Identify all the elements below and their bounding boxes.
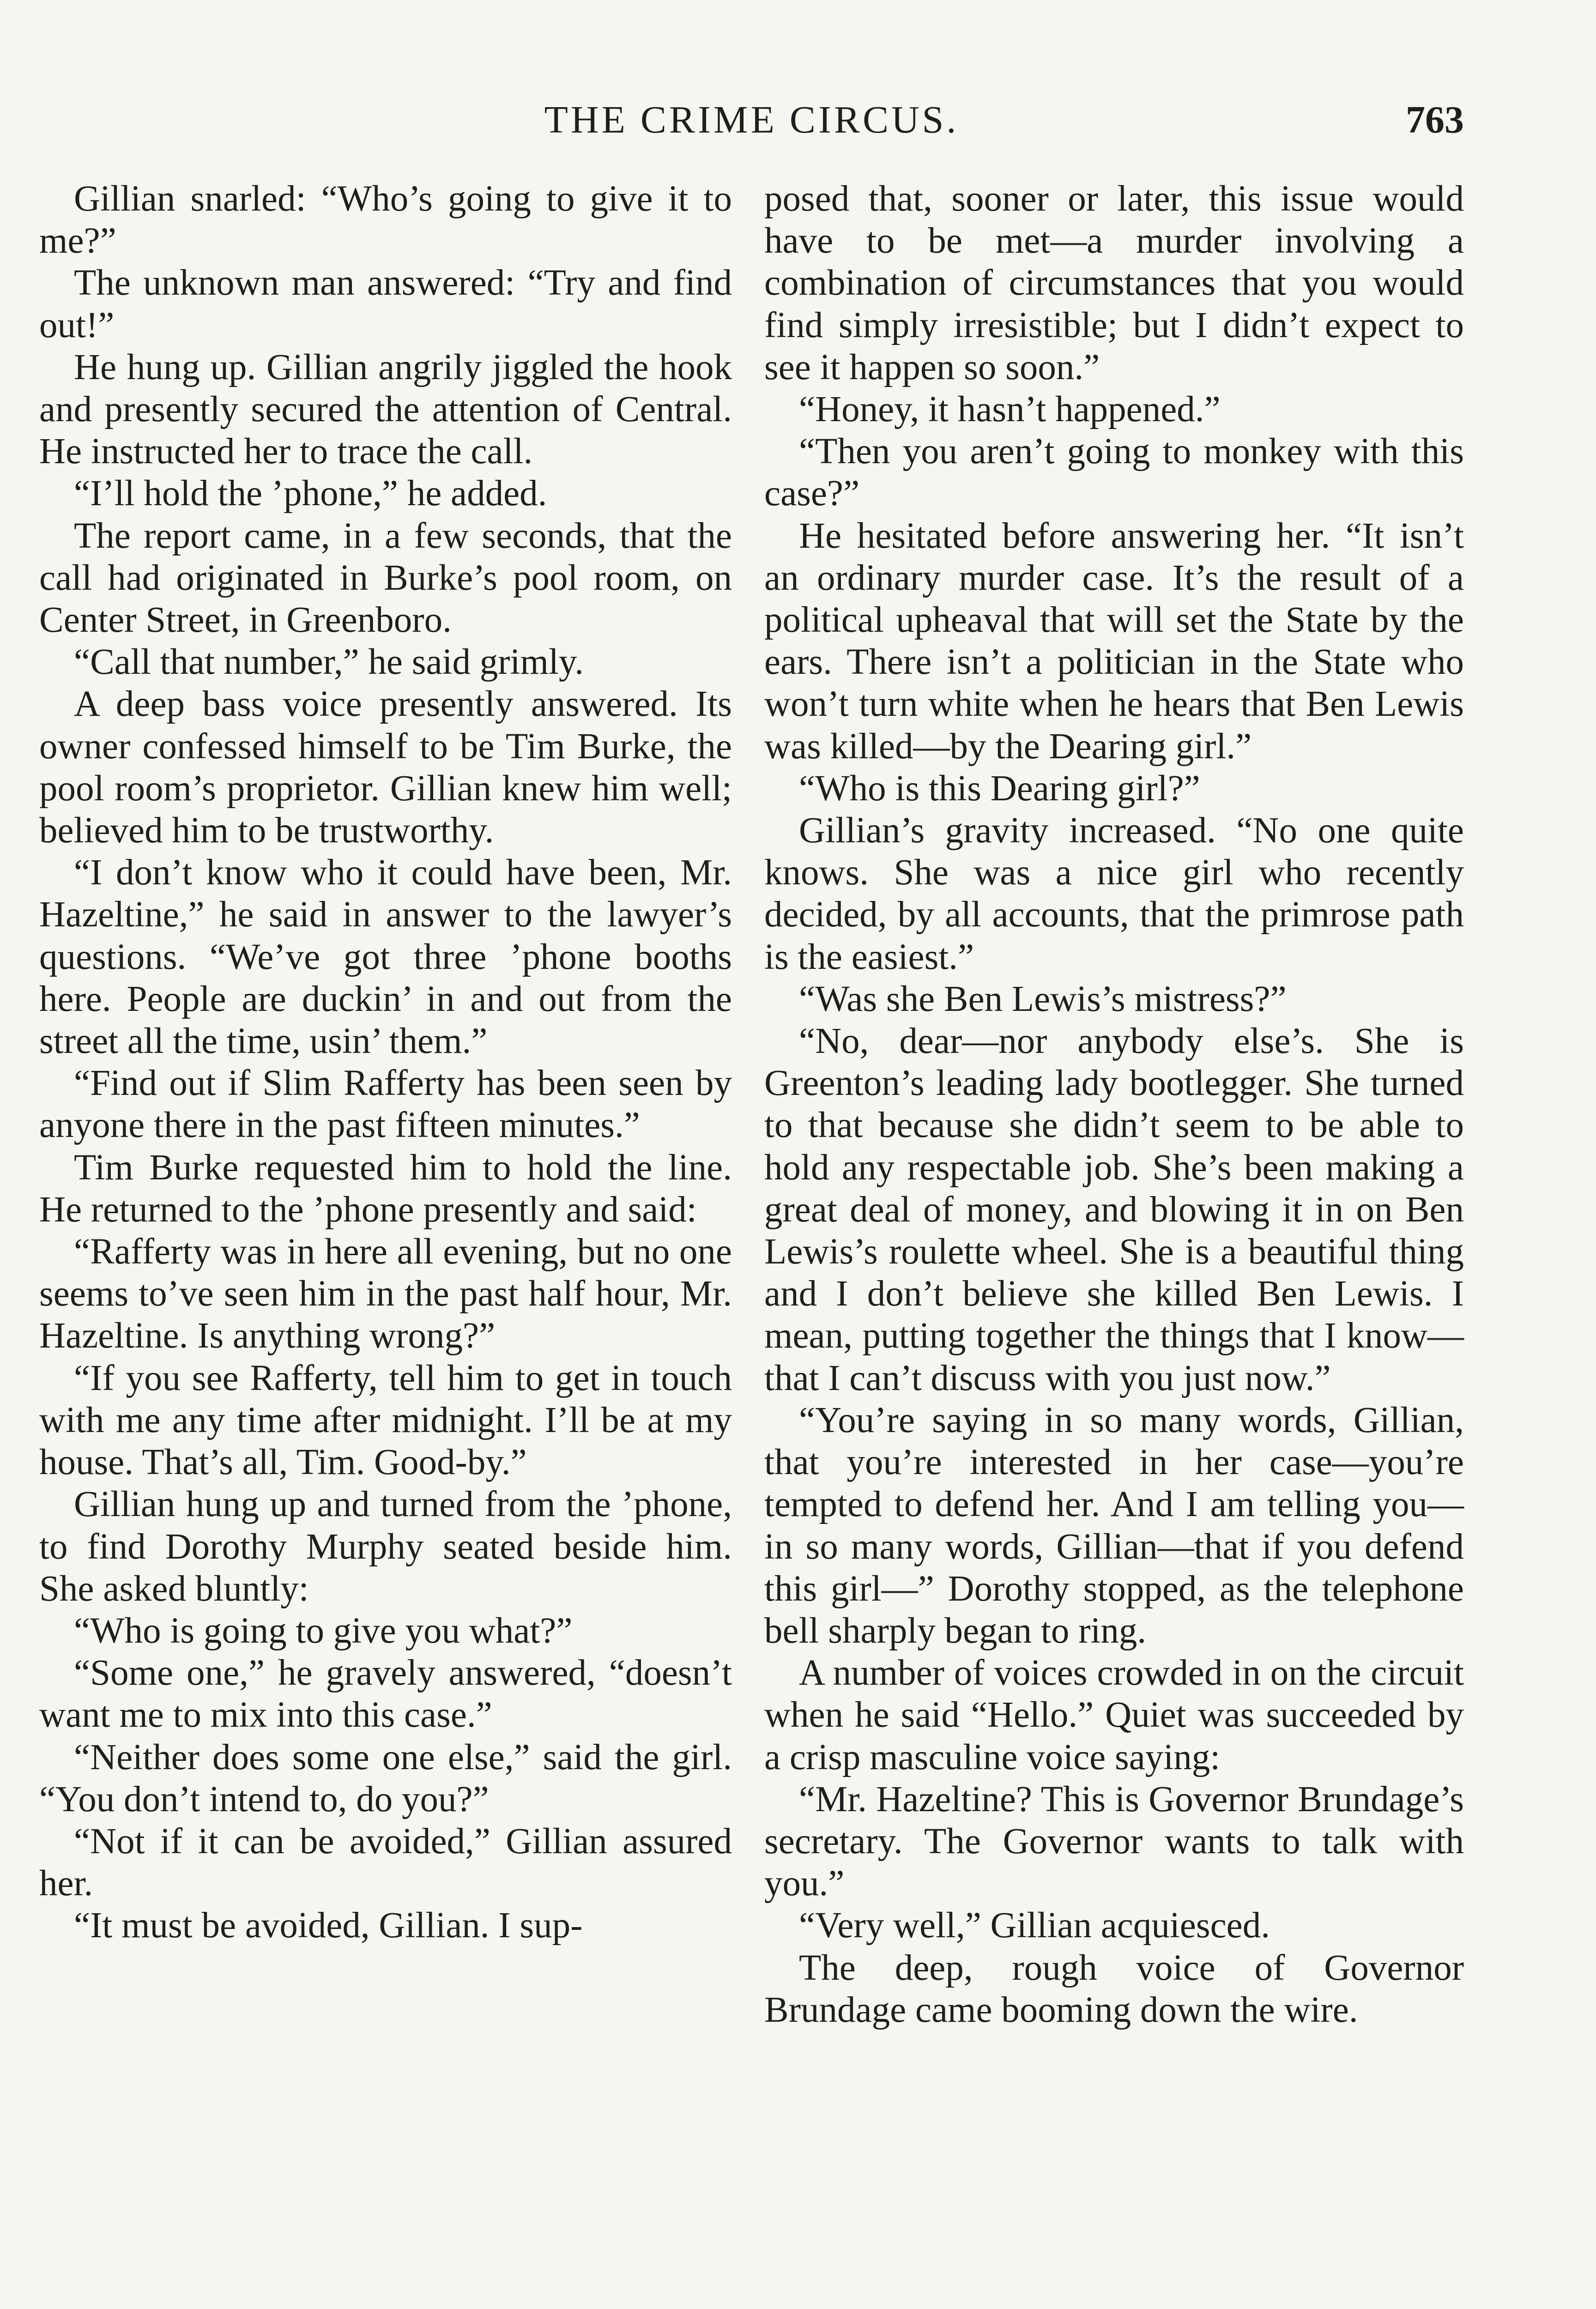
paragraph: Gillian snarled: “Who’s going to give it to me?” xyxy=(39,179,732,261)
paragraph: “Not if it can be avoided,” Gillian assured her. xyxy=(39,1821,732,1904)
paragraph: Gillian hung up and turned from the ’phone, to find Dorothy Murphy seated beside him. She asked bluntly: xyxy=(39,1484,732,1609)
running-title: THE CRIME CIRCUS. xyxy=(544,98,959,141)
paragraph: Gillian’s gravity increased. “No one quite knows. She was a nice girl who recently decided, by all accounts, that the primrose path is the easiest.” xyxy=(764,810,1464,977)
paragraph: “Mr. Hazeltine? This is Governor Brundage’s secretary. The Governor wants to talk with you.” xyxy=(764,1779,1464,1904)
paragraph: “You’re saying in so many words, Gillian, that you’re interested in her case—you’re tempted to defend her. And I am telling you—in so many words, Gillian—that if you defend this girl—” Dorothy stopped, as the telephone bell sharply began to ring. xyxy=(764,1400,1464,1651)
paragraph-continuation: posed that, sooner or later, this issue would have to be met—a murder involving a combination of circumstances that you would find simply irresistible; but I didn’t expect to see it happen so soon.” xyxy=(764,179,1464,387)
paragraph: “If you see Rafferty, tell him to get in touch with me any time after midnight. I’ll be at my house. That’s all, Tim. Good-by.” xyxy=(39,1358,732,1483)
paragraph: He hesitated before answering her. “It isn’t an ordinary murder case. It’s the result of a political upheaval that will set the State by the ears. There isn’t a politician in the State who won’t turn white when he hears that Ben Lewis was killed—by the Dearing girl.” xyxy=(764,515,1464,767)
paragraph: The unknown man answered: “Try and find out!” xyxy=(39,263,732,345)
right-column xyxy=(764,178,1464,2031)
paragraph: “Honey, it hasn’t happened.” xyxy=(799,389,1221,430)
page-header xyxy=(39,95,1464,150)
page-number: 763 xyxy=(1406,98,1464,141)
paragraph: “I’ll hold the ’phone,” he added. xyxy=(74,473,547,514)
paragraph: “Then you aren’t going to monkey with this case?” xyxy=(764,431,1464,514)
paragraph: “Some one,” he gravely answered, “doesn’t want me to mix into this case.” xyxy=(39,1653,732,1735)
paragraph: “Who is going to give you what?” xyxy=(74,1610,573,1651)
paragraph: “It must be avoided, Gillian. I sup- xyxy=(74,1905,583,1946)
paragraph: “Neither does some one else,” said the girl. “You don’t intend to, do you?” xyxy=(39,1737,732,1819)
paragraph: A deep bass voice presently answered. Its owner confessed himself to be Tim Burke, the pool room’s proprietor. Gillian knew him well; believed him to be trustworthy. xyxy=(39,684,732,851)
paragraph: “Who is this Dearing girl?” xyxy=(799,768,1200,809)
paragraph: “Very well,” Gillian acquiesced. xyxy=(799,1905,1270,1946)
left-column xyxy=(39,178,732,1947)
paragraph: Tim Burke requested him to hold the line. He returned to the ’phone presently and said: xyxy=(39,1147,732,1230)
paragraph: The report came, in a few seconds, that the call had originated in Burke’s pool room, on Center Street, in Greenboro. xyxy=(39,515,732,641)
paragraph: “Find out if Slim Rafferty has been seen by anyone there in the past fifteen minutes.” xyxy=(39,1063,732,1146)
paragraph: A number of voices crowded in on the circuit when he said “Hello.” Quiet was succeeded by a crisp masculine voice saying: xyxy=(764,1653,1464,1777)
paragraph: “I don’t know who it could have been, Mr. Hazeltine,” he said in answer to the lawyer’s questions. “We’ve got three ’phone booths here. People are duckin’ in and out from the street all the time, usin’ them.” xyxy=(39,852,732,1062)
paragraph: “Rafferty was in here all evening, but no one seems to’ve seen him in the past half hour, Mr. Hazeltine. Is anything wrong?” xyxy=(39,1232,732,1356)
paragraph: “No, dear—nor anybody else’s. She is Greenton’s leading lady bootlegger. She turned to that because she didn’t seem to be able to hold any respectable job. She’s been making a great deal of money, and blowing it in on Ben Lewis’s roulette wheel. She is a beautiful thing and I don’t believe she killed Ben Lewis. I mean, putting together the things that I know—that I can’t discuss with you just now.” xyxy=(764,1021,1464,1398)
paragraph: He hung up. Gillian angrily jiggled the hook and presently secured the attention of Central. He instructed her to trace the call. xyxy=(39,347,732,472)
paragraph: The deep, rough voice of Governor Brundage came booming down the wire. xyxy=(764,1947,1464,2030)
paragraph: “Call that number,” he said grimly. xyxy=(74,642,584,683)
paragraph: “Was she Ben Lewis’s mistress?” xyxy=(799,979,1287,1019)
